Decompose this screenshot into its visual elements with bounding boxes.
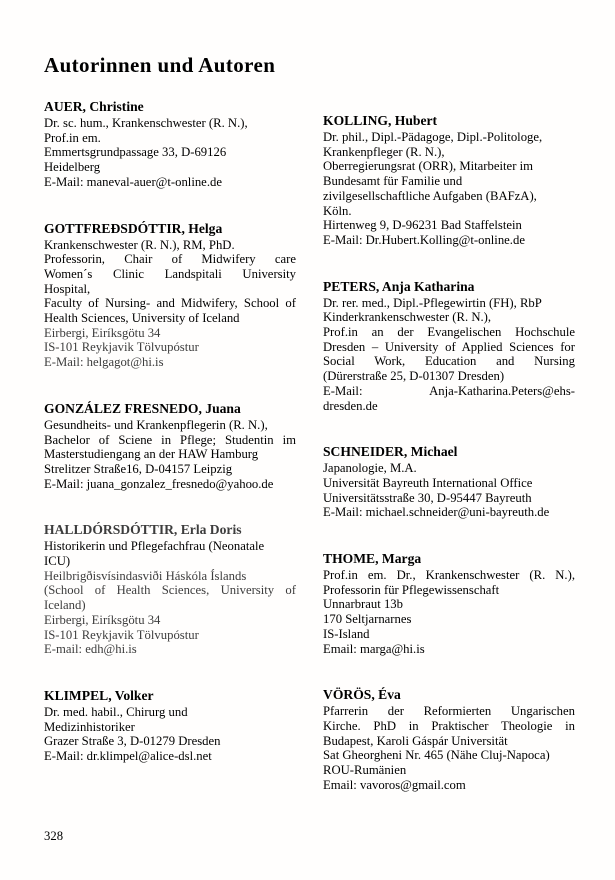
author-detail-line: Eirbergi, Eiríksgötu 34	[44, 612, 161, 627]
author-detail-line: Dr. sc. hum., Krankenschwester (R. N.),	[44, 116, 248, 130]
author-detail-line: Gesundheits- und Krankenpflegerin (R. N.),	[44, 417, 268, 432]
page-number: 328	[44, 829, 64, 843]
author-entry	[44, 99, 296, 190]
author-detail-line: Email: marga@hi.is	[323, 641, 425, 656]
author-detail-line: (School of Health Sciences, University of	[44, 583, 296, 598]
author-entry	[323, 687, 575, 792]
author-detail-line: Dresden – University of Applied Sciences for	[323, 339, 575, 354]
author-entry	[44, 522, 296, 657]
author-detail-line: IS-101 Reykjavik Tölvupóstur	[44, 340, 199, 355]
author-entry	[44, 221, 296, 370]
author-detail-line: Krankenschwester (R. N.), RM, PhD.	[44, 237, 235, 252]
author-name: HALLDÓRSDÓTTIR, Erla Doris	[44, 522, 242, 538]
author-detail-line: ROU-Rumänien	[323, 763, 407, 778]
author-entry	[44, 401, 296, 492]
author-detail-line: Unnarbraut 13b	[323, 597, 403, 612]
author-detail-line: Email: vavoros@gmail.com	[323, 777, 466, 792]
right-column	[323, 99, 575, 824]
author-entry	[323, 551, 575, 656]
author-detail-line: Prof.in em. Dr., Krankenschwester (R. N.),	[323, 568, 575, 583]
author-entry	[323, 444, 575, 520]
author-detail-line: Japanologie, M.A.	[323, 461, 417, 476]
author-entry	[323, 279, 575, 414]
page-title: Autorinnen und Autoren	[44, 53, 276, 77]
author-detail-line: zivilgesellschaftliche Aufgaben (BAFzA),	[323, 188, 537, 203]
author-detail-line: IS-101 Reykjavik Tölvupóstur	[44, 627, 199, 642]
author-detail-line: Universität Bayreuth International Office	[323, 475, 533, 490]
author-detail-line: Medizinhistoriker	[44, 719, 135, 734]
author-detail-line: Bachelor of Sciene in Pflege; Studentin im	[44, 432, 296, 447]
author-detail-line: Bundesamt für Familie und	[323, 174, 463, 189]
author-detail-line: dresden.de	[323, 398, 378, 413]
author-detail-line: Pfarrerin der Reformierten Ungarischen	[323, 704, 575, 719]
author-name: SCHNEIDER, Michael	[323, 444, 458, 460]
author-detail-line: Strelitzer Straße16, D-04157 Leipzig	[44, 461, 233, 476]
author-detail-line: ICU)	[44, 554, 71, 569]
author-detail-line: Faculty of Nursing- and Midwifery, School of	[44, 296, 296, 311]
author-detail-line: IS-Island	[323, 626, 370, 641]
author-detail-line: Social Work, Education and Nursing	[323, 354, 575, 369]
author-detail-line: Iceland)	[44, 598, 86, 613]
author-name: AUER, Christine	[44, 99, 144, 114]
author-detail-line: Eirbergi, Eiríksgötu 34	[44, 325, 161, 340]
author-detail-line: Dr. phil., Dipl.-Pädagoge, Dipl.-Politologe,	[323, 130, 543, 144]
author-detail-line: Masterstudiengang an der HAW Hamburg	[44, 447, 259, 462]
author-name: GOTTFREÐSDÓTTIR, Helga	[44, 220, 223, 236]
author-detail-line: Dr. rer. med., Dipl.-Pflegewirtin (FH), RbP	[323, 295, 542, 310]
author-detail-line: E-Mail: juana_gonzalez_fresnedo@yahoo.de	[44, 476, 274, 491]
author-detail-line: E-Mail: michael.schneider@uni-bayreuth.de	[323, 505, 550, 520]
author-detail-line: E-Mail: Anja-Katharina.Peters@ehs-	[323, 383, 575, 398]
author-name: THOME, Marga	[323, 551, 422, 567]
author-detail-line: 170 Seltjarnarnes	[323, 612, 412, 627]
author-detail-line: Professorin, Chair of Midwifery care	[44, 252, 296, 267]
author-detail-line: Universitätsstraße 30, D-95447 Bayreuth	[323, 490, 532, 505]
author-detail-line: Heidelberg	[44, 160, 101, 175]
author-detail-line: Women´s Clinic Landspitali University	[44, 266, 296, 281]
author-name: VÖRÖS, Éva	[323, 687, 401, 703]
author-detail-line: Heilbrigðisvísindasviði Háskóla Íslands	[44, 568, 247, 583]
author-name: KOLLING, Hubert	[323, 113, 438, 128]
author-detail-line: Professorin für Pflegewissenschaft	[323, 582, 500, 597]
author-name: KLIMPEL, Volker	[44, 687, 154, 703]
author-detail-line: Budapest, Karoli Gáspár Universität	[323, 733, 508, 748]
author-detail-line: Sat Gheorgheni Nr. 465 (Nähe Cluj-Napoca)	[323, 748, 550, 763]
author-detail-line: Historikerin und Pflegefachfrau (Neonatale	[44, 539, 265, 554]
author-entry	[44, 688, 296, 764]
author-detail-line: Kirche. PhD in Praktischer Theologie in	[323, 718, 575, 733]
left-column	[44, 99, 296, 824]
author-name: PETERS, Anja Katharina	[323, 278, 475, 294]
author-columns	[44, 99, 575, 824]
author-detail-line: (Dürerstraße 25, D-01307 Dresden)	[323, 369, 505, 384]
author-detail-line: Prof.in an der Evangelischen Hochschule	[323, 325, 575, 340]
author-detail-line: Dr. med. habil., Chirurg und	[44, 704, 188, 719]
author-detail-line: Kinderkrankenschwester (R. N.),	[323, 310, 492, 325]
author-detail-line: Emmertsgrundpassage 33, D-69126	[44, 145, 227, 160]
author-detail-line: Köln.	[323, 203, 352, 218]
author-detail-line: E-Mail: helgagot@hi.is	[44, 355, 164, 370]
author-detail-line: Hirtenweg 9, D-96231 Bad Staffelstein	[323, 218, 522, 233]
author-detail-line: Prof.in em.	[44, 130, 101, 145]
author-detail-line: Oberregierungsrat (ORR), Mitarbeiter im	[323, 159, 533, 174]
author-detail-line: E-Mail: maneval-auer@t-online.de	[44, 174, 222, 189]
author-detail-line: Health Sciences, University of Iceland	[44, 311, 240, 326]
author-name: GONZÁLEZ FRESNEDO, Juana	[44, 400, 241, 416]
author-detail-line: Krankenpfleger (R. N.),	[323, 144, 445, 159]
author-entry	[323, 113, 575, 248]
author-detail-line: Hospital,	[44, 281, 91, 296]
author-detail-line: E-mail: edh@hi.is	[44, 642, 137, 657]
author-detail-line: E-Mail: dr.klimpel@alice-dsl.net	[44, 749, 212, 764]
author-detail-line: Grazer Straße 3, D-01279 Dresden	[44, 734, 221, 749]
author-detail-line: E-Mail: Dr.Hubert.Kolling@t-online.de	[323, 232, 525, 247]
